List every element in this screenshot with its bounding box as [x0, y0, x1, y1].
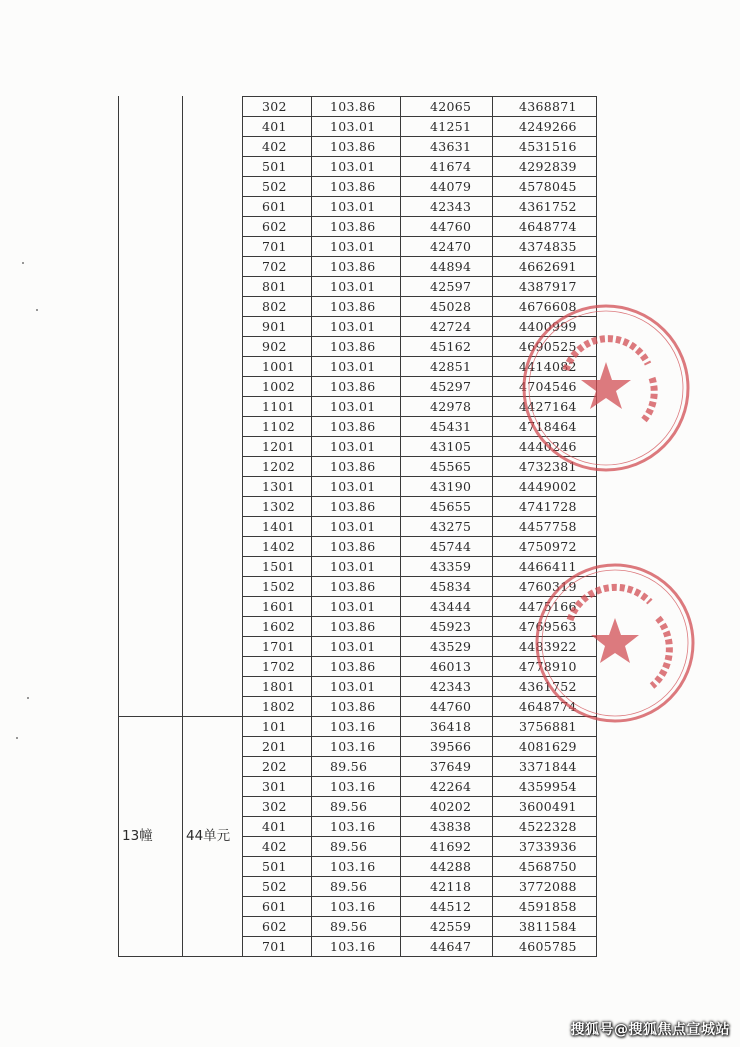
- unit-price-cell: 36418: [430, 719, 472, 734]
- table-vertical-rule: [118, 96, 119, 957]
- unit-price-cell: 45655: [430, 499, 472, 514]
- unit-price-cell: 43838: [430, 819, 472, 834]
- unit-price-cell: 46013: [430, 659, 472, 674]
- unit-price-cell: 45297: [430, 379, 472, 394]
- unit-price-cell: 42597: [430, 279, 472, 294]
- area-cell: 103.86: [330, 419, 376, 434]
- total-price-cell: 4578045: [519, 179, 577, 194]
- area-cell: 103.86: [330, 659, 376, 674]
- room-number-cell: 1202: [262, 459, 296, 474]
- area-cell: 103.86: [330, 379, 376, 394]
- unit-price-cell: 40202: [430, 799, 472, 814]
- unit-price-cell: 43444: [430, 599, 472, 614]
- area-cell: 103.01: [330, 159, 376, 174]
- total-price-cell: 4605785: [519, 939, 577, 954]
- area-cell: 103.01: [330, 399, 376, 414]
- unit-price-cell: 45028: [430, 299, 472, 314]
- total-price-cell: 4531516: [519, 139, 577, 154]
- room-number-cell: 201: [262, 739, 287, 754]
- total-price-cell: 4769563: [519, 619, 577, 634]
- room-number-cell: 502: [262, 879, 287, 894]
- unit-price-cell: 42724: [430, 319, 472, 334]
- room-number-cell: 1002: [262, 379, 296, 394]
- total-price-cell: 4648774: [519, 219, 577, 234]
- table-vertical-rule: [400, 96, 401, 957]
- total-price-cell: 3772088: [519, 879, 577, 894]
- area-cell: 89.56: [330, 799, 368, 814]
- room-number-cell: 1502: [262, 579, 296, 594]
- table-vertical-rule: [311, 96, 312, 957]
- total-price-cell: 4427164: [519, 399, 577, 414]
- scan-speck: [36, 309, 38, 311]
- room-number-cell: 701: [262, 239, 287, 254]
- room-number-cell: 1101: [262, 399, 296, 414]
- unit-price-cell: 42343: [430, 199, 472, 214]
- scan-speck: [27, 697, 29, 699]
- total-price-cell: 4741728: [519, 499, 577, 514]
- unit-price-cell: 43105: [430, 439, 472, 454]
- area-cell: 103.16: [330, 939, 376, 954]
- total-price-cell: 4760319: [519, 579, 577, 594]
- table-vertical-rule: [182, 96, 183, 957]
- room-number-cell: 502: [262, 179, 287, 194]
- area-cell: 103.16: [330, 819, 376, 834]
- area-cell: 103.86: [330, 619, 376, 634]
- table-vertical-rule: [492, 96, 493, 957]
- area-cell: 103.01: [330, 439, 376, 454]
- room-number-cell: 501: [262, 159, 287, 174]
- room-number-cell: 702: [262, 259, 287, 274]
- unit-price-cell: 43190: [430, 479, 472, 494]
- room-number-cell: 1401: [262, 519, 296, 534]
- room-number-cell: 1301: [262, 479, 296, 494]
- room-number-cell: 601: [262, 899, 287, 914]
- area-cell: 89.56: [330, 919, 368, 934]
- area-cell: 103.01: [330, 679, 376, 694]
- unit-price-cell: 43359: [430, 559, 472, 574]
- scan-speck: [16, 737, 18, 739]
- room-number-cell: 401: [262, 119, 287, 134]
- unit-price-cell: 45834: [430, 579, 472, 594]
- total-price-cell: 4778910: [519, 659, 577, 674]
- room-number-cell: 902: [262, 339, 287, 354]
- total-price-cell: 4414082: [519, 359, 577, 374]
- room-number-cell: 1601: [262, 599, 296, 614]
- total-price-cell: 4249266: [519, 119, 577, 134]
- room-number-cell: 301: [262, 779, 287, 794]
- room-number-cell: 1702: [262, 659, 296, 674]
- total-price-cell: 4359954: [519, 779, 577, 794]
- area-cell: 103.01: [330, 279, 376, 294]
- room-number-cell: 701: [262, 939, 287, 954]
- unit-price-cell: 45565: [430, 459, 472, 474]
- area-cell: 103.86: [330, 179, 376, 194]
- total-price-cell: 4466411: [519, 559, 577, 574]
- unit-price-cell: 44647: [430, 939, 472, 954]
- unit-price-cell: 44760: [430, 219, 472, 234]
- unit-price-cell: 39566: [430, 739, 472, 754]
- total-price-cell: 4081629: [519, 739, 577, 754]
- room-number-cell: 402: [262, 839, 287, 854]
- area-cell: 103.01: [330, 479, 376, 494]
- table-vertical-rule: [596, 96, 597, 957]
- total-price-cell: 4483922: [519, 639, 577, 654]
- area-cell: 103.86: [330, 539, 376, 554]
- unit-price-cell: 42978: [430, 399, 472, 414]
- total-price-cell: 4449002: [519, 479, 577, 494]
- area-cell: 103.01: [330, 119, 376, 134]
- table-vertical-rule: [242, 96, 243, 957]
- area-cell: 103.16: [330, 719, 376, 734]
- unit-price-cell: 42470: [430, 239, 472, 254]
- unit-price-cell: 42118: [430, 879, 472, 894]
- unit-price-cell: 44288: [430, 859, 472, 874]
- area-cell: 103.86: [330, 99, 376, 114]
- room-number-cell: 601: [262, 199, 287, 214]
- unit-price-cell: 42065: [430, 99, 472, 114]
- area-cell: 103.01: [330, 239, 376, 254]
- total-price-cell: 3756881: [519, 719, 577, 734]
- area-cell: 103.01: [330, 559, 376, 574]
- unit-price-cell: 44079: [430, 179, 472, 194]
- area-cell: 103.86: [330, 339, 376, 354]
- total-price-cell: 4522328: [519, 819, 577, 834]
- room-number-cell: 202: [262, 759, 287, 774]
- total-price-cell: 4475166: [519, 599, 577, 614]
- total-price-cell: 4732381: [519, 459, 577, 474]
- room-number-cell: 1201: [262, 439, 296, 454]
- room-number-cell: 801: [262, 279, 287, 294]
- total-price-cell: 4676608: [519, 299, 577, 314]
- total-price-cell: 4591858: [519, 899, 577, 914]
- area-cell: 103.86: [330, 459, 376, 474]
- area-cell: 103.01: [330, 199, 376, 214]
- unit-price-cell: 45923: [430, 619, 472, 634]
- area-cell: 103.16: [330, 779, 376, 794]
- area-cell: 103.16: [330, 859, 376, 874]
- room-number-cell: 401: [262, 819, 287, 834]
- scan-speck: [22, 262, 24, 264]
- room-number-cell: 1302: [262, 499, 296, 514]
- total-price-cell: 4750972: [519, 539, 577, 554]
- area-cell: 103.86: [330, 579, 376, 594]
- room-number-cell: 302: [262, 99, 287, 114]
- unit-price-cell: 42343: [430, 679, 472, 694]
- room-number-cell: 1402: [262, 539, 296, 554]
- total-price-cell: 4368871: [519, 99, 577, 114]
- unit-price-cell: 44894: [430, 259, 472, 274]
- total-price-cell: 4440246: [519, 439, 577, 454]
- unit-price-cell: 45431: [430, 419, 472, 434]
- room-number-cell: 501: [262, 859, 287, 874]
- total-price-cell: 4400999: [519, 319, 577, 334]
- room-number-cell: 602: [262, 219, 287, 234]
- total-price-cell: 4690525: [519, 339, 577, 354]
- area-cell: 103.86: [330, 259, 376, 274]
- unit-price-cell: 43529: [430, 639, 472, 654]
- room-number-cell: 1802: [262, 699, 296, 714]
- unit-price-cell: 45744: [430, 539, 472, 554]
- area-cell: 103.86: [330, 219, 376, 234]
- unit-price-cell: 45162: [430, 339, 472, 354]
- total-price-cell: 4361752: [519, 199, 577, 214]
- area-cell: 103.01: [330, 319, 376, 334]
- room-number-cell: 101: [262, 719, 287, 734]
- area-cell: 89.56: [330, 759, 368, 774]
- room-number-cell: 1801: [262, 679, 296, 694]
- unit-price-cell: 44512: [430, 899, 472, 914]
- area-cell: 103.16: [330, 739, 376, 754]
- total-price-cell: 3733936: [519, 839, 577, 854]
- room-number-cell: 802: [262, 299, 287, 314]
- watermark: 搜狐号@搜狐焦点宣城站: [570, 1022, 730, 1038]
- total-price-cell: 4387917: [519, 279, 577, 294]
- total-price-cell: 4704546: [519, 379, 577, 394]
- total-price-cell: 4718464: [519, 419, 577, 434]
- unit-price-cell: 42851: [430, 359, 472, 374]
- room-number-cell: 901: [262, 319, 287, 334]
- unit-price-cell: 41251: [430, 119, 472, 134]
- unit-price-cell: 43275: [430, 519, 472, 534]
- total-price-cell: 4361752: [519, 679, 577, 694]
- area-cell: 89.56: [330, 839, 368, 854]
- room-number-cell: 1701: [262, 639, 296, 654]
- area-cell: 103.86: [330, 139, 376, 154]
- area-cell: 103.86: [330, 699, 376, 714]
- room-number-cell: 602: [262, 919, 287, 934]
- building-label: 13幢: [122, 828, 153, 844]
- total-price-cell: 4568750: [519, 859, 577, 874]
- area-cell: 103.01: [330, 519, 376, 534]
- area-cell: 89.56: [330, 879, 368, 894]
- total-price-cell: 3371844: [519, 759, 577, 774]
- unit-price-cell: 37649: [430, 759, 472, 774]
- total-price-cell: 4662691: [519, 259, 577, 274]
- unit-price-cell: 43631: [430, 139, 472, 154]
- room-number-cell: 1602: [262, 619, 296, 634]
- area-cell: 103.01: [330, 359, 376, 374]
- unit-label: 44单元: [186, 828, 231, 844]
- unit-price-cell: 41692: [430, 839, 472, 854]
- unit-price-cell: 42264: [430, 779, 472, 794]
- area-cell: 103.86: [330, 499, 376, 514]
- total-price-cell: 4648774: [519, 699, 577, 714]
- unit-price-cell: 41674: [430, 159, 472, 174]
- area-cell: 103.86: [330, 299, 376, 314]
- room-number-cell: 1501: [262, 559, 296, 574]
- area-cell: 103.01: [330, 599, 376, 614]
- area-cell: 103.16: [330, 899, 376, 914]
- total-price-cell: 4457758: [519, 519, 577, 534]
- total-price-cell: 4374835: [519, 239, 577, 254]
- unit-price-cell: 44760: [430, 699, 472, 714]
- unit-price-cell: 42559: [430, 919, 472, 934]
- room-number-cell: 402: [262, 139, 287, 154]
- total-price-cell: 3600491: [519, 799, 577, 814]
- room-number-cell: 302: [262, 799, 287, 814]
- area-cell: 103.01: [330, 639, 376, 654]
- total-price-cell: 4292839: [519, 159, 577, 174]
- total-price-cell: 3811584: [519, 919, 577, 934]
- room-number-cell: 1001: [262, 359, 296, 374]
- room-number-cell: 1102: [262, 419, 296, 434]
